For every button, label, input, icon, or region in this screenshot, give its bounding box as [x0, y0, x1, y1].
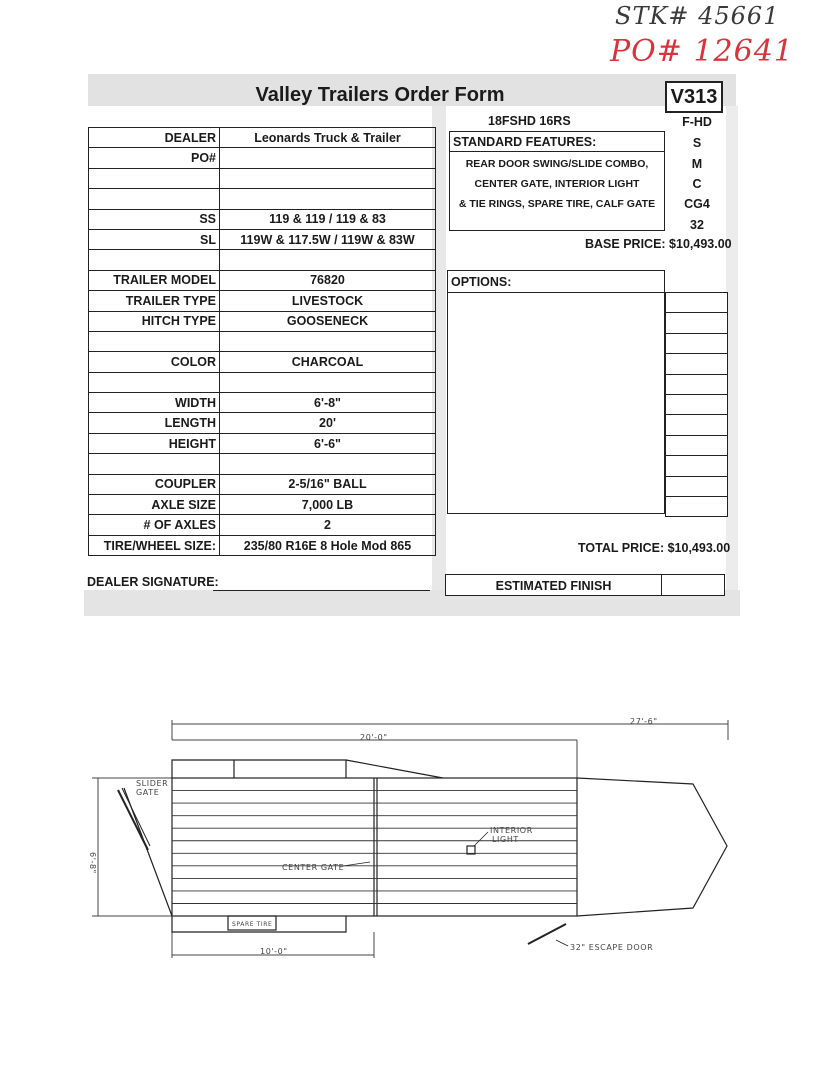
order-row-label: AXLE SIZE — [89, 495, 220, 515]
order-row-value[interactable]: 20' — [220, 413, 436, 433]
escape-door-leader — [556, 940, 568, 946]
order-row-value[interactable]: 6'-6" — [220, 433, 436, 453]
order-row — [89, 270, 436, 290]
options-price-cell[interactable] — [666, 313, 728, 333]
order-row-label: TRAILER MODEL — [89, 270, 220, 290]
total-price: TOTAL PRICE: $10,493.00 — [578, 541, 731, 555]
spare-tire-label: SPARE TIRE — [232, 921, 273, 928]
order-row-value[interactable]: Leonards Truck & Trailer — [220, 128, 436, 148]
order-row — [89, 352, 436, 372]
options-box — [447, 270, 665, 514]
overall-length-label: 27'-6" — [630, 717, 658, 726]
gooseneck-nose — [577, 778, 727, 916]
order-row-label: HEIGHT — [89, 433, 220, 453]
standard-feature-line: & TIE RINGS, SPARE TIRE, CALF GATE — [458, 198, 656, 210]
order-row-value[interactable]: 119W & 117.5W / 119W & 83W — [220, 229, 436, 249]
standard-feature-line: CENTER GATE, INTERIOR LIGHT — [474, 178, 640, 190]
top-fender — [172, 760, 234, 778]
order-details-table — [88, 127, 436, 556]
right-code: CG4 — [684, 197, 710, 211]
front-section-length-label: 10'-0" — [260, 947, 288, 956]
base-price: BASE PRICE: $10,493.00 — [585, 237, 732, 251]
order-row-value[interactable] — [220, 148, 436, 168]
order-row — [89, 433, 436, 453]
order-row-value[interactable] — [220, 168, 436, 188]
standard-feature-line: REAR DOOR SWING/SLIDE COMBO, — [465, 158, 649, 170]
options-price-row — [666, 394, 728, 414]
order-row-value[interactable]: 6'-8" — [220, 393, 436, 413]
interior-light-label: LIGHT — [492, 835, 519, 844]
order-row-label: COLOR — [89, 352, 220, 372]
order-row — [89, 168, 436, 188]
order-row — [89, 209, 436, 229]
order-row-value[interactable]: 235/80 R16E 8 Hole Mod 865 — [220, 535, 436, 555]
order-row — [89, 393, 436, 413]
order-row — [89, 189, 436, 209]
options-price-cell[interactable] — [666, 333, 728, 353]
dealer-signature-label: DEALER SIGNATURE: — [87, 575, 219, 589]
options-price-row — [666, 476, 728, 496]
order-row — [89, 250, 436, 270]
options-price-row — [666, 496, 728, 516]
order-row-value[interactable]: CHARCOAL — [220, 352, 436, 372]
order-row — [89, 372, 436, 392]
order-row — [89, 311, 436, 331]
order-row — [89, 148, 436, 168]
order-row-label — [89, 189, 220, 209]
order-row — [89, 454, 436, 474]
trailer-floor-plan — [0, 700, 834, 970]
order-row-label: # OF AXLES — [89, 515, 220, 535]
standard-features-box — [449, 131, 665, 231]
order-row-value[interactable] — [220, 454, 436, 474]
dealer-signature-line[interactable] — [213, 590, 430, 591]
order-row — [89, 291, 436, 311]
stock-number-handwritten: STK# 45661 — [615, 2, 780, 30]
order-row — [89, 495, 436, 515]
right-code: F-HD — [682, 115, 712, 129]
top-fender-slope — [346, 760, 443, 778]
order-row-value[interactable]: 76820 — [220, 270, 436, 290]
order-row — [89, 229, 436, 249]
interior-light-label: INTERIOR — [490, 826, 533, 835]
standard-features-heading: STANDARD FEATURES: — [450, 132, 664, 152]
order-row-label — [89, 372, 220, 392]
options-price-row — [666, 354, 728, 374]
escape-door — [528, 924, 566, 944]
order-row — [89, 128, 436, 148]
options-price-cell[interactable] — [666, 496, 728, 516]
options-price-cell[interactable] — [666, 293, 728, 313]
order-row-label: DEALER — [89, 128, 220, 148]
order-row-label: COUPLER — [89, 474, 220, 494]
order-row-value[interactable]: 119 & 119 / 119 & 83 — [220, 209, 436, 229]
options-price-cell[interactable] — [666, 456, 728, 476]
order-row-value[interactable]: GOOSENECK — [220, 311, 436, 331]
options-price-cell[interactable] — [666, 394, 728, 414]
order-row-label: PO# — [89, 148, 220, 168]
order-row-label: HITCH TYPE — [89, 311, 220, 331]
order-row-value[interactable] — [220, 250, 436, 270]
form-code: V313 — [665, 81, 723, 113]
right-code: M — [691, 157, 703, 171]
order-row-label: SS — [89, 209, 220, 229]
options-price-row — [666, 293, 728, 313]
order-row-label: SL — [89, 229, 220, 249]
estimated-finish-box — [445, 574, 725, 596]
options-price-row — [666, 313, 728, 333]
order-row — [89, 474, 436, 494]
rear-door-swing — [124, 788, 172, 916]
slider-gate-label: SLIDER — [136, 779, 169, 788]
options-price-cell[interactable] — [666, 476, 728, 496]
estimated-finish-label: ESTIMATED FINISH — [446, 575, 662, 595]
options-price-cell[interactable] — [666, 435, 728, 455]
order-row — [89, 535, 436, 555]
model-codes: 18FSHD 16RS — [488, 114, 571, 128]
options-price-row — [666, 456, 728, 476]
box-length-label: 20'-0" — [360, 733, 388, 742]
right-code: S — [692, 136, 702, 150]
options-price-row — [666, 415, 728, 435]
options-price-row — [666, 333, 728, 353]
width-label: 6'-8" — [88, 852, 97, 874]
order-row-label: LENGTH — [89, 413, 220, 433]
order-row-label: WIDTH — [89, 393, 220, 413]
order-row-value[interactable]: 7,000 LB — [220, 495, 436, 515]
order-row — [89, 331, 436, 351]
order-row-value[interactable]: 2 — [220, 515, 436, 535]
slider-gate-label: GATE — [136, 788, 160, 797]
right-code: 32 — [690, 218, 704, 232]
order-row-value[interactable]: 2-5/16" BALL — [220, 474, 436, 494]
order-row-label — [89, 168, 220, 188]
options-price-column — [665, 292, 728, 517]
po-number-handwritten: PO# 12641 — [610, 34, 794, 69]
order-row-label — [89, 250, 220, 270]
order-row-label: TIRE/WHEEL SIZE: — [89, 535, 220, 555]
options-price-cell[interactable] — [666, 374, 728, 394]
order-row-value[interactable] — [220, 189, 436, 209]
options-price-cell[interactable] — [666, 354, 728, 374]
form-title: Valley Trailers Order Form — [255, 84, 505, 106]
order-row-value[interactable] — [220, 331, 436, 351]
options-price-cell[interactable] — [666, 415, 728, 435]
options-heading: OPTIONS: — [448, 271, 664, 293]
order-row-value[interactable] — [220, 372, 436, 392]
interior-light-box — [467, 846, 475, 854]
top-fender-tire — [234, 760, 346, 778]
order-row — [89, 515, 436, 535]
interior-light-leader — [474, 832, 488, 846]
options-price-row — [666, 374, 728, 394]
right-code: C — [692, 177, 702, 191]
order-row-label: TRAILER TYPE — [89, 291, 220, 311]
options-price-row — [666, 435, 728, 455]
center-gate-label: CENTER GATE — [282, 863, 345, 872]
order-row-label — [89, 331, 220, 351]
order-row-value[interactable]: LIVESTOCK — [220, 291, 436, 311]
order-row-label — [89, 454, 220, 474]
order-row — [89, 413, 436, 433]
escape-door-label: 32" ESCAPE DOOR — [570, 943, 654, 952]
